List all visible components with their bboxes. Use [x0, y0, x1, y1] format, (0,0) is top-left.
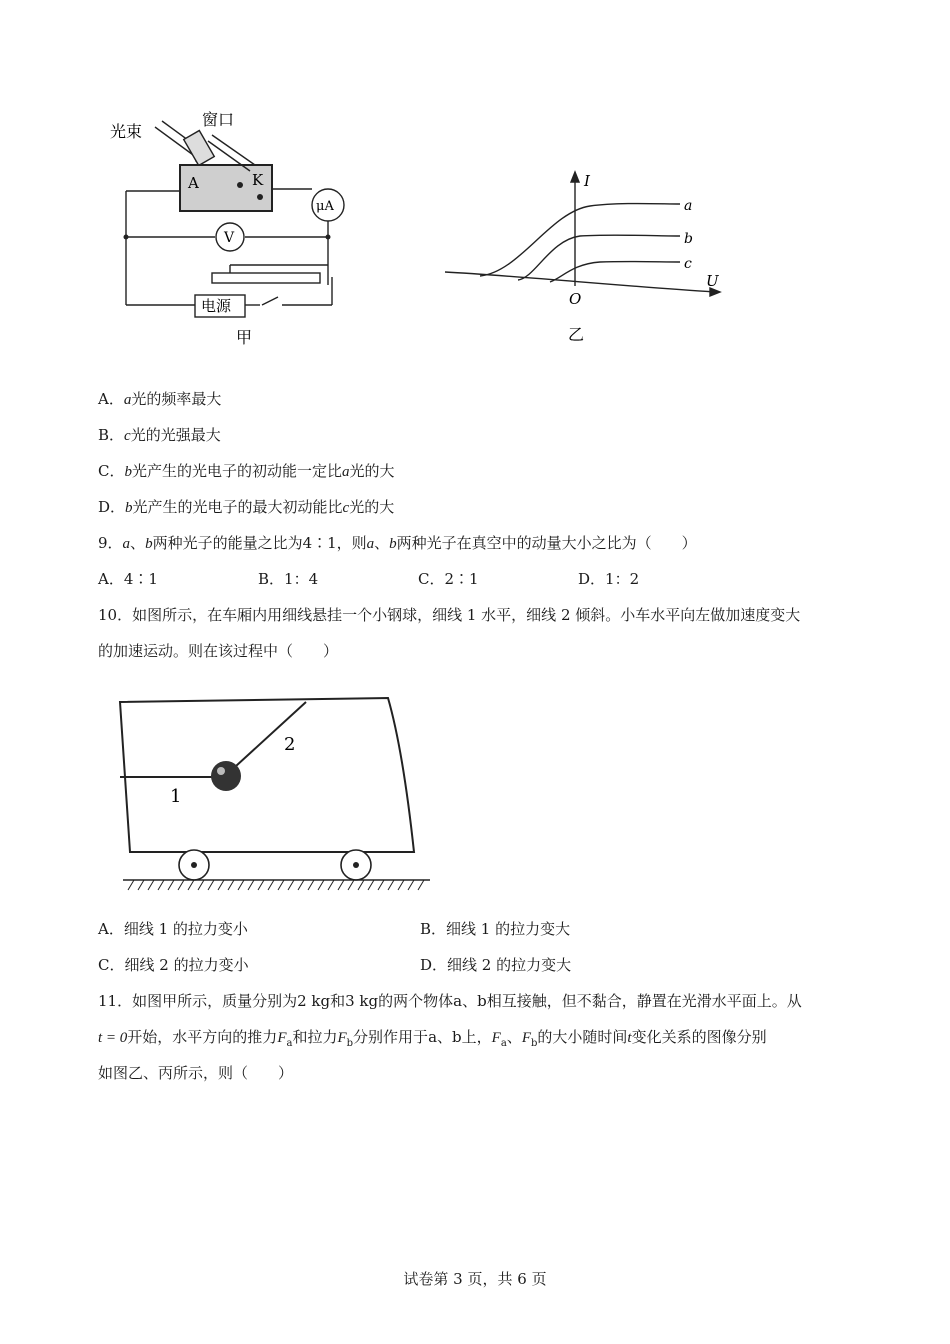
curve-b [518, 235, 680, 280]
figure-yi-graph [440, 168, 740, 348]
cathode-label: K [252, 171, 264, 189]
figure-yi-label: 乙 [568, 325, 585, 344]
curve-a [480, 204, 680, 277]
figure-cart [118, 690, 438, 900]
q8-option-b: B．c光的光强最大 [98, 426, 221, 444]
q9-option-c: C．2∶1 [418, 570, 479, 588]
page-footer: 试卷第 3 页，共 6 页 [403, 1270, 547, 1288]
q8-option-c: C．b光产生的光电子的初动能一定比a光的大 [98, 462, 395, 480]
anode-label: A [188, 174, 199, 192]
q10-option-c: C．细线 2 的拉力变小 [98, 956, 249, 974]
q9-option-d: D．1：2 [578, 570, 640, 588]
curve-c [550, 262, 680, 282]
string-2-label: 2 [284, 734, 296, 755]
window-label: 窗口 [202, 110, 235, 129]
q10-stem-line2: 的加速运动。则在该过程中（ ） [98, 642, 339, 660]
figure-jia-circuit [100, 105, 360, 355]
curve-c-label: c [684, 256, 692, 272]
q10-option-b: B．细线 1 的拉力变大 [420, 920, 571, 938]
x-axis-label: U [706, 272, 719, 290]
origin-label: O [569, 290, 582, 308]
q11-stem-line1: 11．如图甲所示，质量分别为2 kg和3 kg的两个物体a、b相互接触，但不黏合，静置在光滑水平面上。从 [98, 992, 802, 1010]
q10-option-d: D．细线 2 的拉力变大 [420, 956, 572, 974]
figure-jia-label: 甲 [236, 328, 253, 347]
voltmeter-label: V [224, 230, 235, 246]
q11-stem-line2: t = 0开始，水平方向的推力$F_a$和拉力$F_b$分别作用于a、b上，$F_a$、$F_b$的大小随时间t变化关系的图像分别 [98, 1028, 767, 1049]
y-axis-label: I [584, 172, 590, 190]
q8-option-a: A．a光的频率最大 [98, 390, 222, 408]
q8-option-d: D．b光产生的光电子的最大初动能比c光的大 [98, 498, 395, 516]
q10-stem-line1: 10．如图所示，在车厢内用细线悬挂一个小钢球，细线 1 水平，细线 2 倾斜。小车水平向左做加速度变大 [98, 606, 801, 624]
ammeter-label: μA [316, 199, 334, 214]
curve-b-label: b [684, 231, 693, 247]
string-1-label: 1 [170, 786, 182, 807]
curve-a-label: a [684, 198, 693, 214]
beam-label: 光束 [110, 122, 143, 141]
q10-option-a: A．细线 1 的拉力变小 [98, 920, 248, 938]
q9-stem: 9．a、b两种光子的能量之比为4∶1，则a、b两种光子在真空中的动量大小之比为（ ） [98, 534, 697, 552]
q9-option-a: A．4∶1 [98, 570, 158, 588]
q9-option-b: B．1：4 [258, 570, 319, 588]
q11-stem-line3: 如图乙、丙所示，则（ ） [98, 1064, 294, 1082]
source-label: 电源 [201, 297, 232, 315]
